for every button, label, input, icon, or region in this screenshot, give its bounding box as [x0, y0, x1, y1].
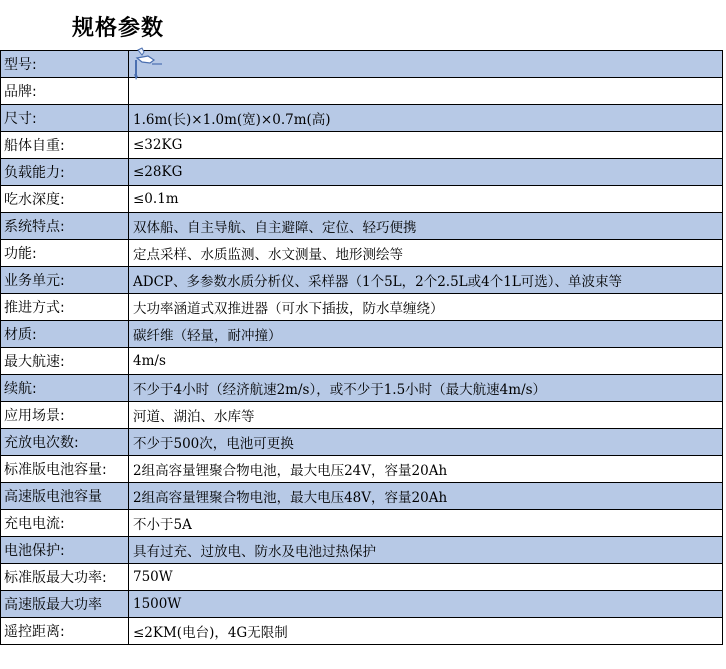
row-value[interactable]: 双体船、自主导航、自主避障、定位、轻巧便携	[129, 213, 723, 240]
table-row	[1, 618, 723, 645]
row-label: 标准版电池容量:	[1, 456, 129, 483]
row-value[interactable]: 碳纤维（轻量，耐冲撞）	[129, 321, 723, 348]
table-row	[1, 591, 723, 618]
row-label: 最大航速:	[1, 348, 129, 375]
row-label: 遥控距离:	[1, 618, 129, 645]
row-value[interactable]: ≤32KG	[129, 132, 723, 159]
row-value[interactable]: ≤0.1m	[129, 186, 723, 213]
row-value[interactable]	[129, 78, 723, 105]
row-value[interactable]: 具有过充、过放电、防水及电池过热保护	[129, 537, 723, 564]
row-label: 续航:	[1, 375, 129, 402]
row-label: 尺寸:	[1, 105, 129, 132]
row-label: 型号:	[1, 51, 129, 78]
page-title: 规格参数	[72, 16, 165, 41]
table-row	[1, 537, 723, 564]
row-label: 系统特点:	[1, 213, 129, 240]
table-row	[1, 267, 723, 294]
row-label: 充放电次数:	[1, 429, 129, 456]
row-label: 高速版电池容量	[1, 483, 129, 510]
row-value[interactable]: ≤2KM(电台)，4G无限制	[129, 618, 723, 645]
table-row	[1, 159, 723, 186]
table-row	[1, 483, 723, 510]
row-label: 负载能力:	[1, 159, 129, 186]
row-label: 品牌:	[1, 78, 129, 105]
table-row	[1, 78, 723, 105]
table-row	[1, 429, 723, 456]
row-value[interactable]: 2组高容量锂聚合物电池，最大电压48V，容量20Ah	[129, 483, 723, 510]
row-value[interactable]: ≤28KG	[129, 159, 723, 186]
table-row	[1, 321, 723, 348]
table-row	[1, 105, 723, 132]
table-row	[1, 510, 723, 537]
table-row	[1, 132, 723, 159]
row-label: 功能:	[1, 240, 129, 267]
row-label: 业务单元:	[1, 267, 129, 294]
row-label: 标准版最大功率:	[1, 564, 129, 591]
row-label: 推进方式:	[1, 294, 129, 321]
row-value[interactable]: 不少于500次，电池可更换	[129, 429, 723, 456]
row-value[interactable]: ADCP、多参数水质分析仪、采样器（1个5L，2个2.5L或4个1L可选）、单波束等	[129, 267, 723, 294]
row-value[interactable]: 不小于5A	[129, 510, 723, 537]
table-row	[1, 186, 723, 213]
table-row	[1, 456, 723, 483]
table-row	[1, 348, 723, 375]
table-row	[1, 564, 723, 591]
row-label: 电池保护:	[1, 537, 129, 564]
table-row	[1, 240, 723, 267]
table-row	[1, 375, 723, 402]
row-value[interactable]: 1500W	[129, 591, 723, 618]
table-row	[1, 294, 723, 321]
row-label: 吃水深度:	[1, 186, 129, 213]
row-value[interactable]	[129, 51, 723, 78]
row-value[interactable]: 定点采样、水质监测、水文测量、地形测绘等	[129, 240, 723, 267]
row-label: 应用场景:	[1, 402, 129, 429]
row-label: 材质:	[1, 321, 129, 348]
table-row	[1, 213, 723, 240]
row-label: 充电电流:	[1, 510, 129, 537]
spec-table	[0, 50, 723, 645]
row-value[interactable]: 2组高容量锂聚合物电池，最大电压24V，容量20Ah	[129, 456, 723, 483]
table-row	[1, 51, 723, 78]
row-value[interactable]: 1.6m(长)×1.0m(宽)×0.7m(高)	[129, 105, 723, 132]
row-label: 船体自重:	[1, 132, 129, 159]
row-value[interactable]: 河道、湖泊、水库等	[129, 402, 723, 429]
row-value[interactable]: 大功率涵道式双推进器（可水下插拔，防水草缠绕）	[129, 294, 723, 321]
row-value[interactable]: 750W	[129, 564, 723, 591]
row-value[interactable]: 4m/s	[129, 348, 723, 375]
row-value[interactable]: 不少于4小时（经济航速2m/s），或不少于1.5小时（最大航速4m/s）	[129, 375, 723, 402]
table-row	[1, 402, 723, 429]
row-label: 高速版最大功率	[1, 591, 129, 618]
